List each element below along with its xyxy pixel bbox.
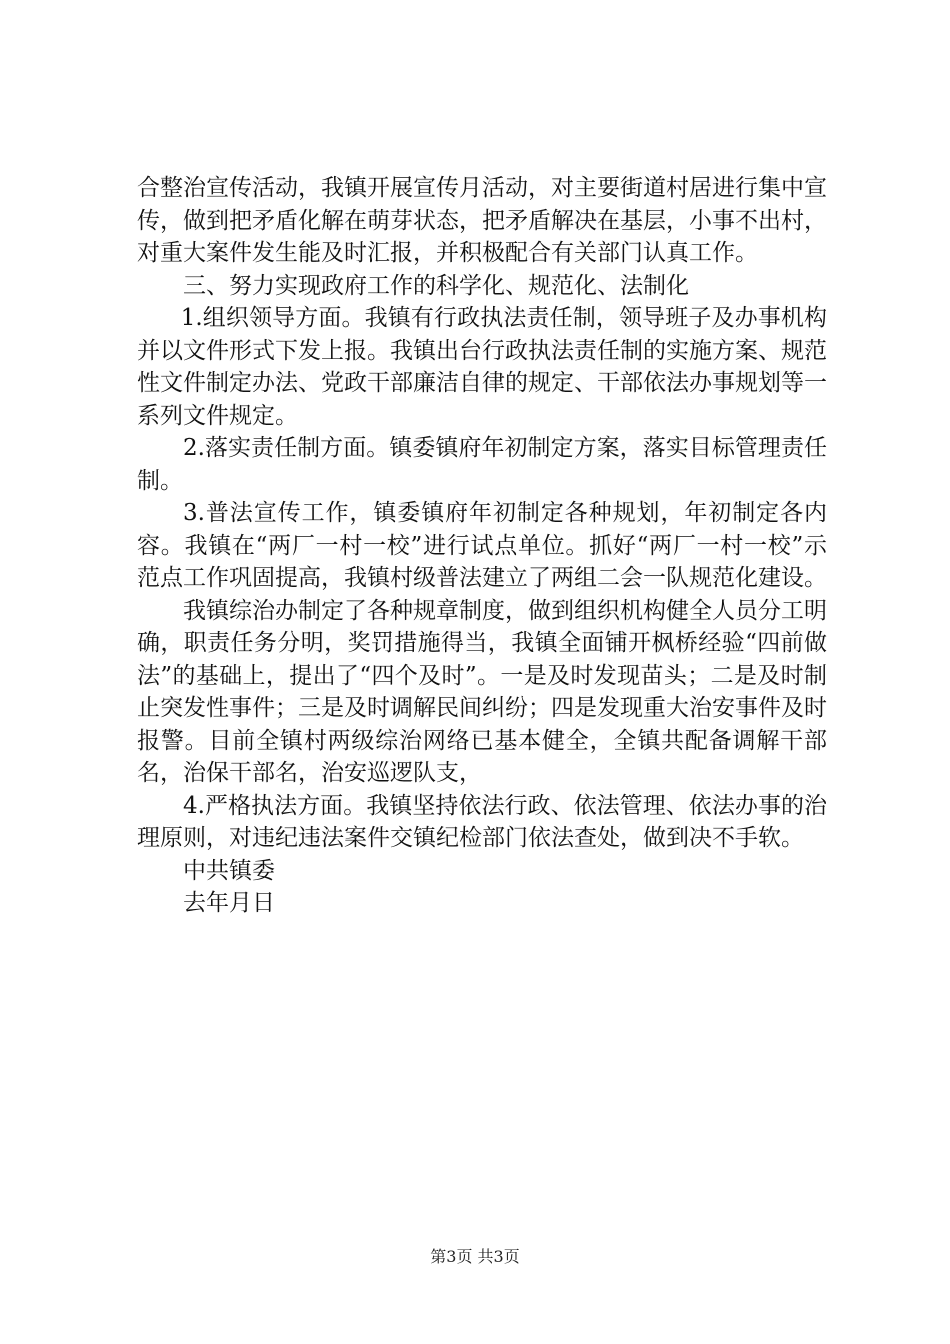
paragraph-item-1: 1.组织领导方面。我镇有行政执法责任制，领导班子及办事机构并以文件形式下发上报。我镇出台行政执法责任制的实施方案、规范性文件制定办法、党政干部廉洁自律的规定、干部依法办事规划等一系列文件规定。 [137,305,827,429]
signature: 中共镇委 [183,857,275,884]
paragraph-continuation: 合整治宣传活动，我镇开展宣传月活动，对主要街道村居进行集中宣传，做到把矛盾化解在萌芽状态，把矛盾解决在基层，小事不出村，对重大案件发生能及时汇报，并积极配合有关部门认真工作。 [137,175,827,266]
document-body [137,172,827,920]
paragraph-item-4: 4.严格执法方面。我镇坚持依法行政、依法管理、依法办事的治理原则，对违纪违法案件交镇纪检部门依法查处，做到决不手软。 [137,792,827,851]
signature-date: 去年月日 [183,890,275,916]
paragraph-item-2: 2.落实责任制方面。镇委镇府年初制定方案，落实目标管理责任制。 [137,435,827,494]
section-heading: 三、努力实现政府工作的科学化、规范化、法制化 [183,272,689,299]
paragraph-item-3: 3.普法宣传工作，镇委镇府年初制定各种规划，年初制定各内容。我镇在“两厂一村一校”进行试点单位。抓好“两厂一村一校”示范点工作巩固提高，我镇村级普法建立了两组二会一队规范化建设。 [137,500,827,591]
paragraph-comprehensive-governance: 我镇综治办制定了各种规章制度，做到组织机构健全人员分工明确，职责任务分明，奖罚措施得当，我镇全面铺开枫桥经验“四前做法”的基础上，提出了“四个及时”。一是及时发现苗头；二是及时制止突发性事件；三是及时调解民间纠纷；四是发现重大治安事件及时报警。目前全镇村两级综治网络已基本健全，全镇共配备调解干部名，治保干部名，治安巡逻队支， [137,597,827,786]
page-footer: 第3页 共3页 [430,1247,520,1266]
